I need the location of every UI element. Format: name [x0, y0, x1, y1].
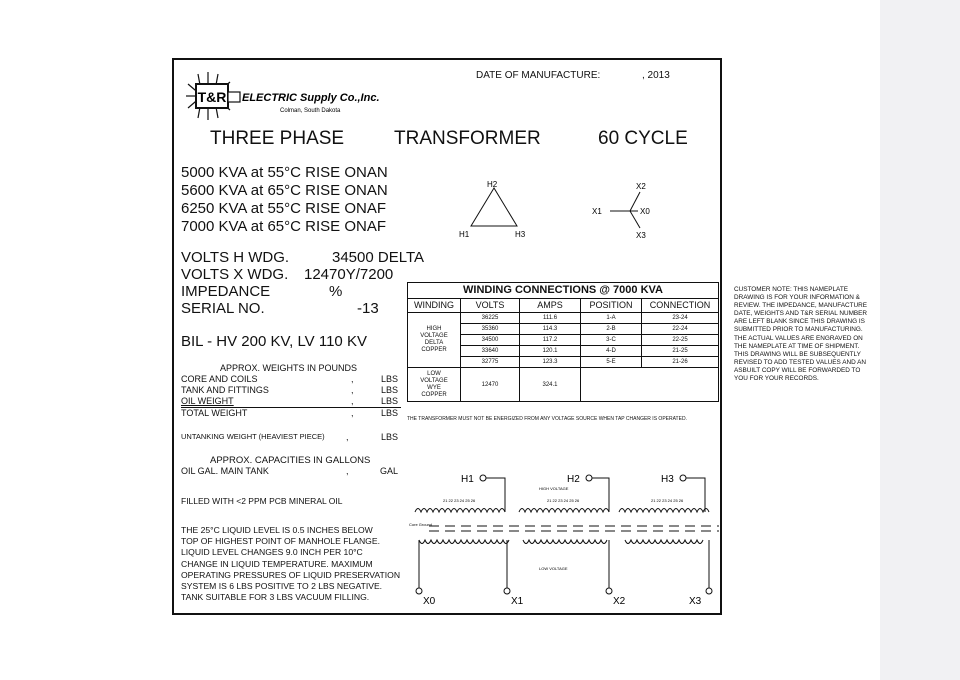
x1-label: X1	[511, 596, 524, 607]
serial-label: SERIAL NO.	[181, 300, 265, 317]
customer-note: CUSTOMER NOTE: THIS NAMEPLATE DRAWING IS FOR YOUR INFORMATION & REVIEW. THE IMPEDANCE, MANUFACTURE DATE, WEIGHTS AND T&R SERIAL NUMBER ARE LEFT BLANK SINCE THIS DRAWING IS SUBMITTED PRIOR TO MANUFACTURING. THE ACTUAL VALUES ARE ENGRAVED ON THE NAMEPLATE AT TIME OF SHIPMENT. THIS DRAWING WILL BE SUBSEQUENTLY REVISED TO ADD TESTED VALUES AND AN ASBUILT COPY WILL BE FORWARDED TO YOU FOR YOUR RECORDS.	[734, 286, 868, 383]
core-ground-label: Core Ground	[409, 522, 433, 527]
volts-x-label: VOLTS X WDG.	[181, 266, 289, 283]
winding-schematic	[409, 460, 719, 610]
nameplate	[172, 58, 722, 615]
h2-label: H2	[567, 474, 580, 485]
svg-text:H3: H3	[515, 230, 526, 239]
table-row: 33640 120.1 4-D 21-25	[408, 346, 719, 357]
h1-label: H1	[461, 474, 474, 485]
column-header: VOLTS	[461, 299, 520, 313]
table-row: 35360 114.3 2-B 22-24	[408, 324, 719, 335]
table-row: HIGH VOLTAGE DELTA COPPER 36225 111.6 1-A 23-24	[408, 313, 719, 324]
phase-heading: THREE PHASE	[210, 128, 345, 149]
svg-text:H2: H2	[487, 180, 498, 189]
wye-symbol	[592, 178, 662, 240]
liquid-level-notes: THE 25°C LIQUID LEVEL IS 0.5 INCHES BELOW TOP OF HIGHEST POINT OF MANHOLE FLANGE. LIQUID LEVEL CHANGES 9.0 INCH PER 10°C CHANGE IN LIQUID TEMPERATURE. MAXIMUM OPERATING PRESSURES OF LIQUID PRESERVATION SYSTEM IS 6 LBS POSITIVE TO 2 LBS NEGATIVE. TANK SUITABLE FOR 3 LBS VACUUM FILLING.	[181, 525, 401, 603]
svg-text:H1: H1	[459, 230, 470, 239]
serial-value: -13	[357, 300, 379, 317]
weight-row: TOTAL WEIGHT , LBS	[181, 408, 399, 418]
table-row: LOW VOLTAGE WYE COPPER 12470 324.1	[408, 368, 719, 402]
column-header: AMPS	[520, 299, 581, 313]
table-row: 34500 117.2 3-C 22-25	[408, 335, 719, 346]
low-voltage-label: LOW VOLTAGE	[539, 566, 568, 571]
volts-h-label: VOLTS H WDG.	[181, 249, 290, 266]
kva-ratings	[181, 164, 388, 236]
table-row: 32775 123.3 5-E 21-26	[408, 357, 719, 368]
impedance-unit: %	[329, 283, 343, 300]
pcb-statement: FILLED WITH <2 PPM PCB MINERAL OIL	[181, 496, 343, 506]
type-heading: TRANSFORMER	[394, 128, 541, 149]
rating-line: 5000 KVA at 55°C RISE ONAN	[181, 164, 388, 181]
weight-row: CORE AND COILS , LBS	[181, 374, 399, 384]
table-title: WINDING CONNECTIONS @ 7000 KVA	[408, 283, 719, 299]
high-voltage-label: HIGH VOLTAGE	[539, 486, 569, 491]
rating-line: 6250 KVA at 55°C RISE ONAF	[181, 200, 386, 217]
company-location: Colman, South Dakota	[280, 108, 341, 114]
high-voltage-label: HIGH VOLTAGE DELTA COPPER	[408, 313, 461, 368]
impedance-label: IMPEDANCE	[181, 283, 271, 300]
delta-symbol	[459, 178, 529, 240]
oil-gal-label: OIL GAL. MAIN TANK	[181, 466, 269, 476]
untanking-comma: ,	[346, 432, 349, 442]
untanking-label: UNTANKING WEIGHT (HEAVIEST PIECE)	[181, 432, 325, 441]
weight-row: TANK AND FITTINGS , LBS	[181, 385, 399, 395]
scan-margin	[880, 0, 960, 680]
weights-title: APPROX. WEIGHTS IN POUNDS	[220, 363, 358, 373]
tap-numbers: 21 22 23 24 25 26	[547, 498, 580, 503]
svg-text:X2: X2	[636, 182, 646, 191]
column-header: POSITION	[581, 299, 642, 313]
x0-label: X0	[423, 596, 436, 607]
svg-text:X1: X1	[592, 207, 602, 216]
rating-line: 7000 KVA at 65°C RISE ONAF	[181, 218, 386, 235]
svg-text:X3: X3	[636, 231, 646, 240]
manufacture-year: , 2013	[642, 70, 670, 81]
untanking-unit: LBS	[381, 432, 399, 442]
tap-numbers: 21 22 23 24 25 26	[651, 498, 684, 503]
bil-rating: BIL - HV 200 KV, LV 110 KV	[181, 333, 367, 350]
tap-numbers: 21 22 23 24 25 26	[443, 498, 476, 503]
weights-list	[181, 374, 401, 419]
oil-gal-comma: ,	[346, 466, 349, 476]
capacities-title: APPROX. CAPACITIES IN GALLONS	[210, 455, 371, 466]
svg-text:X0: X0	[640, 207, 650, 216]
manufacture-date-label: DATE OF MANUFACTURE:	[476, 70, 601, 81]
logo-letters: T&R	[197, 89, 227, 105]
tap-changer-warning: THE TRANSFORMER MUST NOT BE ENERGIZED FROM ANY VOLTAGE SOURCE WHEN TAP CHANGER IS OPERATED.	[407, 416, 687, 422]
company-logo	[184, 70, 434, 122]
winding-connections-table	[407, 282, 719, 402]
h3-label: H3	[661, 474, 674, 485]
x2-label: X2	[613, 596, 626, 607]
oil-gal-unit: GAL	[380, 466, 399, 476]
rating-line: 5600 KVA at 65°C RISE ONAN	[181, 182, 388, 199]
low-voltage-label: LOW VOLTAGE WYE COPPER	[408, 368, 461, 402]
column-header: WINDING	[408, 299, 461, 313]
volts-h-value: 34500 DELTA	[332, 249, 424, 266]
x3-label: X3	[689, 596, 702, 607]
column-header: CONNECTION	[642, 299, 719, 313]
company-name: ELECTRIC Supply Co.,Inc.	[242, 92, 380, 104]
volts-x-value: 12470Y/7200	[304, 266, 394, 283]
weight-row: OIL WEIGHT , LBS	[181, 396, 401, 408]
cycle-heading: 60 CYCLE	[598, 128, 688, 149]
